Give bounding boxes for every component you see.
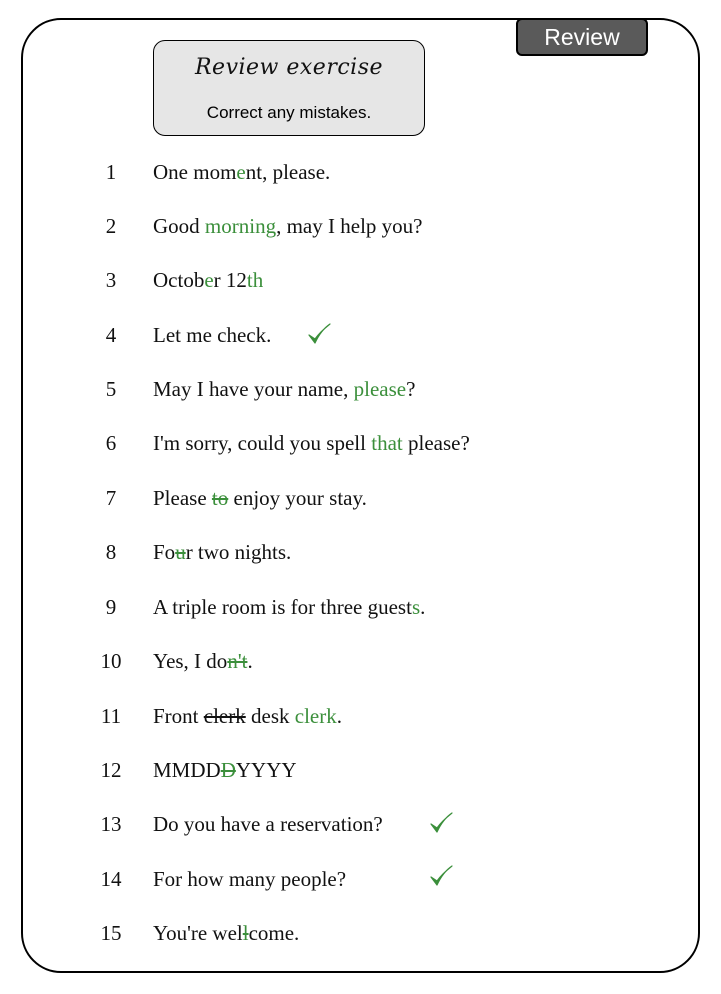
list-item	[0, 160, 721, 190]
review-badge: Review	[516, 18, 648, 56]
sentence-text: .	[247, 649, 253, 673]
correction-text: e	[204, 268, 214, 292]
item-number: 5	[105, 377, 117, 401]
sentence-text: A triple room is for three guest	[153, 595, 412, 619]
item-number: 6	[105, 431, 117, 455]
deleted-text: n't	[227, 649, 248, 673]
correction-text: s	[411, 595, 421, 619]
list-item	[0, 486, 721, 516]
list-item	[0, 867, 721, 897]
item-sentence	[153, 214, 422, 239]
item-sentence	[153, 268, 263, 293]
sentence-text: I'm sorry, could you spell	[153, 431, 372, 455]
item-sentence	[153, 486, 367, 511]
item-number: 14	[100, 867, 122, 891]
item-number: 8	[105, 540, 117, 564]
sentence-text: You're wel	[153, 921, 243, 945]
list-item	[0, 649, 721, 679]
item-number: 4	[105, 323, 117, 347]
item-number: 1	[105, 160, 117, 184]
sentence-text: Good	[153, 214, 205, 238]
item-sentence	[153, 649, 253, 674]
deleted-text: to	[211, 486, 229, 510]
exercise-title: Review exercise	[194, 55, 384, 80]
correction-text: that	[371, 431, 403, 455]
item-sentence	[153, 160, 330, 185]
sentence-text: come.	[248, 921, 300, 945]
sentence-text: please?	[402, 431, 470, 455]
sentence-text: MMDD	[153, 758, 221, 782]
correction-text: clerk	[294, 704, 337, 728]
sentence-text: ?	[406, 377, 416, 401]
list-item	[0, 214, 721, 244]
sentence-text: .	[336, 704, 342, 728]
item-number: 12	[100, 758, 122, 782]
list-item	[0, 377, 721, 407]
item-sentence	[153, 812, 383, 837]
item-number: 15	[100, 921, 122, 945]
list-item	[0, 812, 721, 842]
list-item	[0, 431, 721, 461]
exercise-instruction: Correct any mistakes.	[206, 103, 372, 122]
sentence-text: enjoy your stay.	[228, 486, 367, 510]
sentence-text: One mom	[153, 160, 237, 184]
item-sentence	[153, 377, 415, 402]
item-number: 11	[100, 704, 122, 728]
correction-text: morning	[204, 214, 277, 238]
item-number: 13	[100, 812, 122, 836]
item-number: 2	[105, 214, 117, 238]
item-sentence	[153, 758, 297, 783]
item-sentence	[153, 704, 342, 729]
sentence-text: Fo	[153, 540, 176, 564]
list-item	[0, 268, 721, 298]
deleted-text: clerk	[203, 704, 246, 728]
item-sentence	[153, 323, 271, 348]
checkmark-icon	[428, 811, 454, 837]
sentence-text: Yes, I do	[153, 649, 228, 673]
item-number: 9	[105, 595, 117, 619]
list-item	[0, 704, 721, 734]
sentence-text: Do you have a reservation?	[153, 812, 383, 836]
item-sentence	[153, 431, 470, 456]
correction-text: please	[353, 377, 407, 401]
exercise-header	[153, 40, 425, 136]
deleted-text: D	[220, 758, 236, 782]
list-item	[0, 595, 721, 625]
sentence-text: .	[420, 595, 426, 619]
list-item	[0, 323, 721, 353]
list-item	[0, 540, 721, 570]
sentence-text: Front	[153, 704, 204, 728]
sentence-text: May I have your name,	[153, 377, 354, 401]
item-sentence	[153, 595, 425, 620]
list-item	[0, 921, 721, 951]
item-sentence	[153, 921, 299, 946]
correction-text: e	[236, 160, 246, 184]
item-sentence	[153, 540, 291, 565]
sentence-text: r 12	[213, 268, 247, 292]
sentence-text: , may I help you?	[276, 214, 423, 238]
list-item	[0, 758, 721, 788]
sentence-text: Octob	[153, 268, 205, 292]
item-number: 7	[105, 486, 117, 510]
checkmark-icon	[306, 322, 332, 348]
item-number: 3	[105, 268, 117, 292]
deleted-text: u	[175, 540, 186, 564]
sentence-text: desk	[245, 704, 295, 728]
sentence-text: YYYY	[235, 758, 297, 782]
correction-text: th	[246, 268, 264, 292]
checkmark-icon	[428, 864, 454, 890]
sentence-text: For how many people?	[153, 867, 347, 891]
sentence-text: Please	[153, 486, 212, 510]
item-sentence	[153, 867, 346, 892]
item-number: 10	[100, 649, 122, 673]
sentence-text: nt, please.	[245, 160, 331, 184]
deleted-text: l	[242, 921, 249, 945]
sentence-text: Let me check.	[153, 323, 272, 347]
sentence-text: r two nights.	[185, 540, 292, 564]
